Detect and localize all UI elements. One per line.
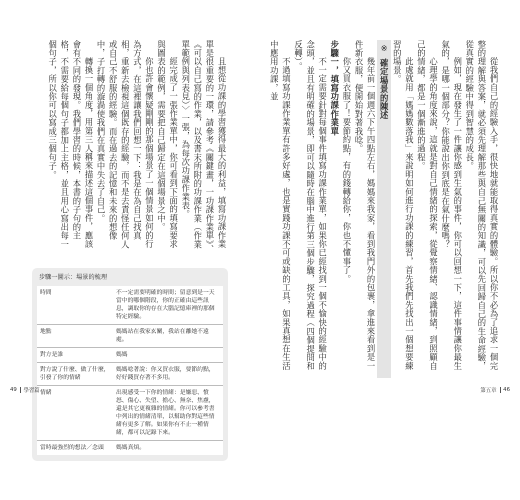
table-row: [37, 325, 223, 348]
table-row-label: 對方是誰: [37, 348, 113, 363]
table-row-value: 媽媽站在我家玄關，我站在離她不遠處。: [113, 325, 223, 348]
scene-table-box: [32, 268, 228, 461]
table-row-label: 地點: [37, 325, 113, 348]
table-row-label: 時間: [37, 286, 113, 325]
table-row-label: 對方說了什麼、做了什麼，引發了你的情緒: [37, 363, 113, 386]
body-paragraph: 不過填寫功課作業單有許多好處，也是實踐功課不可或缺的工具，如果真想在生活中應用功課，並: [269, 40, 292, 370]
table-row-value: 媽媽唸著說：你又買衣服，要節約點，好好錢買存著不多用。: [113, 363, 223, 386]
step-heading: 步驟一，填寫功課作業單: [329, 40, 340, 136]
body-paragraph: 不一定需要針對每個事件填寫功課作業單，如果你已經找到一個不愉快的經驗中的念頭，並且有明確的場景，即可以隨時在腦中進行第三個步驟，探究過程（四個提問和反轉）。: [293, 40, 328, 371]
body-paragraph: 心理學的角度來說，這就是對自己情緒的探索，從覺察情緒、認識情緒，到照顧自己的情緒，都是一個漸進的過程。: [416, 40, 439, 370]
left-page-body-text: [47, 40, 228, 255]
table-row: [37, 348, 223, 363]
table-row: [37, 286, 223, 325]
right-page: [260, 0, 520, 500]
table-row-label: 當時最強烈的想法／念頭: [40, 445, 104, 451]
body-paragraph: 且想從功課的學習獲得最大的利益，填寫功課作業單是很重要的一環，請參考《關鍵畫，一功課作業單》、《可以自己寫的作業，以及書末所附的功課作業（作業單範例與列表見）〉一張，為每次功課作業表。: [180, 40, 227, 254]
body-paragraph: 經完成了一張作業單中，你可看到下面的填寫要求與圖表的範例，需要把自己歸定在這個場景之中。: [156, 40, 179, 248]
body-paragraph: 你又買衣服了！要節約點，有的錢轉給你，你也不懂事了。: [341, 56, 352, 283]
body-paragraph: 轉換一個角度，用第三人稱來描述這個事件，應該會有不同的發現。我們學習的時候，本書的子句的主格，不需要給每個句子都加上主格，並且用心寫出每一個句子，所以你可以寫成三個句子。: [47, 40, 94, 249]
table-row-value: 出現感受一下你的情緒：是嫌惡、憤怒、傷心、失望、擔心、無奈、焦慮，還是其它更複雜的情緒。你可以參考書中列出的情緒清單，以幫助你對這些情緒有更多了解。如果你有不止一種情緒，都可以記錄下來。: [113, 386, 223, 441]
section-mark: ※: [379, 43, 390, 54]
section-name: 學習篇: [23, 388, 40, 394]
body-paragraph: 例如，現在發生了一件讓你感到生氣的事件，你可以回想一下，這件事情讓你最生氣的，是哪一個部分？你能說出你到底是在氣什麼嗎？: [440, 40, 463, 370]
body-paragraph: 從我們自己的經驗入手，很快地就能取得真實的體驗。所以你不必為了追求一個完整的理解與答案，就必須先理解那些與自己無關的知識，可以先回歸自己的生命經驗，從真實的經驗中得到智慧的成長。: [464, 40, 499, 371]
right-page-footer: [480, 386, 510, 394]
scene-table: [37, 286, 223, 455]
body-paragraph: 此處就用「媽媽數落我」來說明如何進行功課的練習，首先我們先找出一個想要練習的場景。: [392, 40, 415, 370]
table-row: [37, 441, 223, 456]
section-name: 第五章: [480, 388, 497, 394]
table-row-label: 情緒: [37, 386, 113, 441]
right-page-body-text: [269, 40, 500, 378]
page-number: 49: [10, 387, 17, 393]
table-row: [37, 363, 223, 386]
table-row: [37, 386, 223, 441]
footer-divider: [20, 387, 21, 393]
section-title: 確定場景的陳述: [379, 58, 390, 120]
page-number: 46: [503, 387, 510, 393]
left-page-footer: [10, 386, 40, 394]
section-heading: [377, 40, 391, 378]
table-row-value: 媽媽真煩。: [116, 445, 145, 451]
table-row-value: 媽媽: [113, 348, 223, 363]
body-paragraph: 幾年前一個週六下午四點左右，媽媽來我家，看到我門外的包裹，拿進來看到是一件新衣服，便開始對著我唸。: [353, 40, 377, 370]
footer-divider: [500, 387, 501, 393]
table-title: 步驟一圖示：場景的梳理: [39, 274, 108, 281]
body-paragraph: 你也許會懷疑剛剛的那個場景了一個情景如何的行為方式，在這裡讓我們回想一下：我是在為自己找真相，重新去檢視這個既存的經驗，而不是去責怪任何人或自己不舒服的經驗。而在過去的記憶和未來的想像中，子打轉的漩渦使我們在真實中失去了自己。: [96, 40, 155, 249]
table-row-value: 不一定需要明確的時間；留意到是一天當中的哪個階段，你的正確由這些訊息，調取你的存在大腦記憶庫裡的那個特定經驗。: [113, 286, 223, 325]
